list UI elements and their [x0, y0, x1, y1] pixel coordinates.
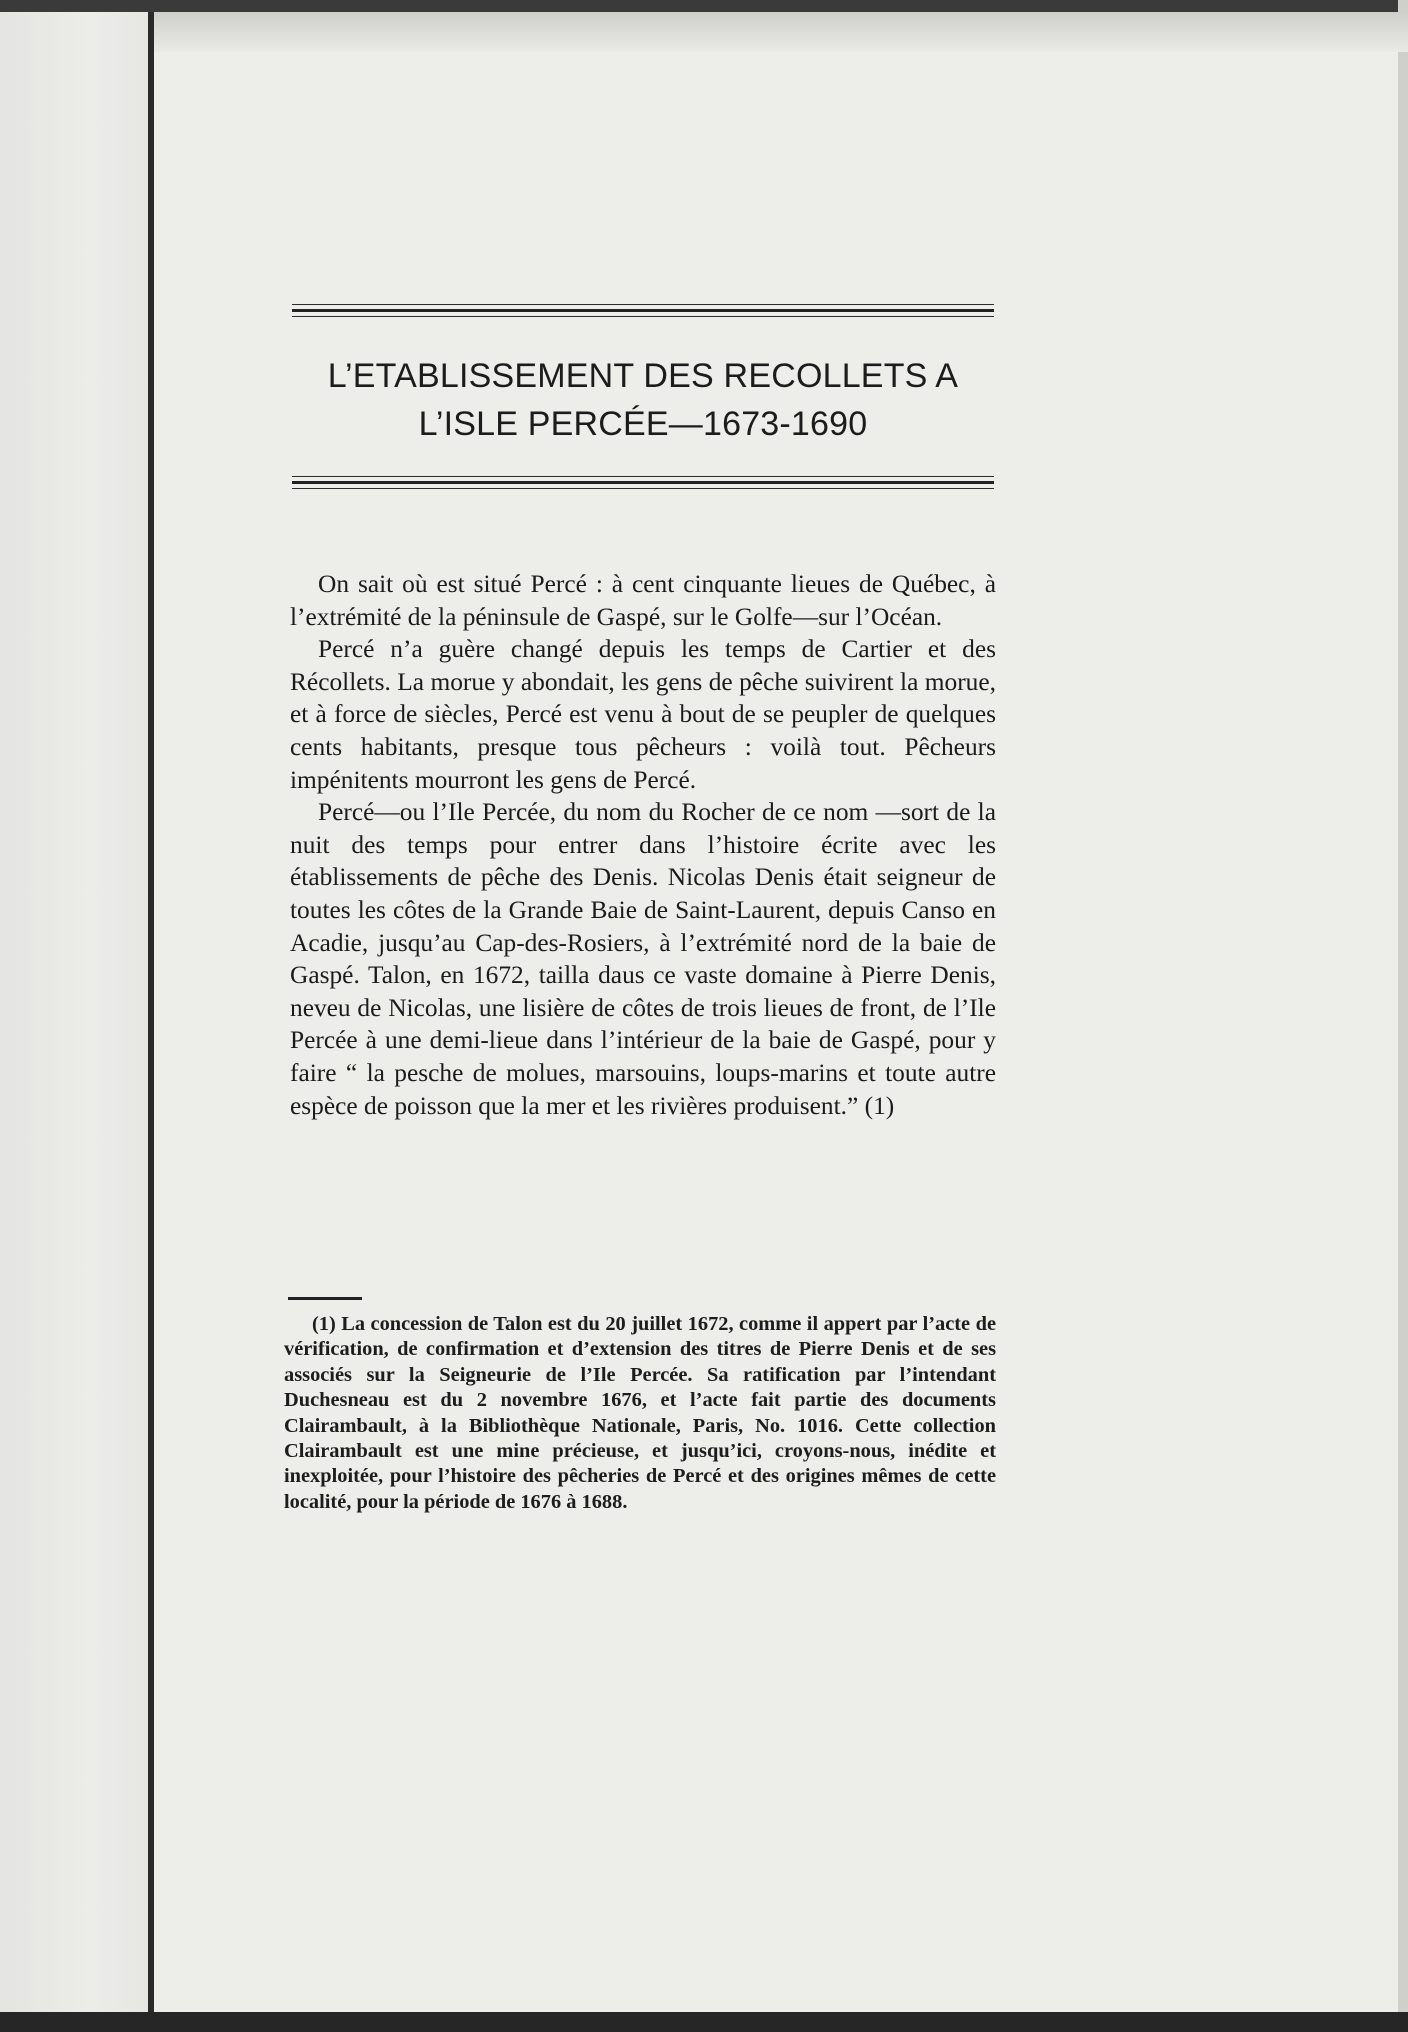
chapter-title-line-2: L’ISLE PERCÉE—1673-1690 [418, 405, 868, 443]
paragraph-1: On sait où est situé Percé : à cent cinquante lieues de Québec, à l’extrémité de la péninsule de Gaspé, sur le Golfe—sur l’Océan. [290, 570, 996, 631]
footnote-separator [288, 1297, 362, 1300]
bottom-edge [0, 2012, 1408, 2032]
right-edge [1398, 0, 1408, 2032]
chapter-title-line-1: L’ETABLISSEMENT DES RECOLLETS A [327, 357, 959, 395]
paragraph-2: Percé n’a guère changé depuis les temps de Cartier et des Récollets. La morue y abondait, les gens de pêche suivirent la morue, et à force de siècles, Percé est venu à bout de se peupler de quelques cents habitants, presque tous pêcheurs : voilà tout. Pêcheurs impénitents mourront les gens de Percé. [290, 635, 996, 794]
title-rule-top [292, 304, 994, 321]
chapter-title [270, 352, 1016, 448]
body-text [290, 568, 996, 1122]
top-edge [0, 0, 1408, 12]
paragraph-3: Percé—ou l’Ile Percée, du nom du Rocher de ce nom —sort de la nuit des temps pour entrer dans l’histoire écrite avec les établissements de pêche des Denis. Nicolas Denis était seigneur de toutes les côtes de la Grande Baie de Saint-Laurent, depuis Canso en Acadie, jusqu’au Cap-des-Rosiers, à l’extrémité nord de la baie de Gaspé. Talon, en 1672, tailla daus ce vaste domaine à Pierre Denis, neveu de Nicolas, une lisière de côtes de trois lieues de front, de l’Ile Percée à une demi-lieue dans l’intérieur de la baie de Gaspé, pour y faire “ la pesche de molues, marsouins, loups-marins et toute autre espèce de poisson que la mer et les rivières produisent.” (1) [290, 798, 996, 1120]
title-rule-bottom [292, 476, 994, 493]
footnote [284, 1312, 996, 1515]
left-margin [0, 0, 150, 2032]
footnote-text: (1) La concession de Talon est du 20 juillet 1672, comme il appert par l’acte de vérification, de confirmation et d’extension des titres de Pierre Denis et de ses associés sur la Seigneurie de l’Ile Percée. Sa ratification par l’intendant Duchesneau est du 2 novembre 1676, et l’acte fait partie des documents Clairambault, à la Bibliothèque Nationale, Paris, No. 1016. Cette collection Clairambault est une mine précieuse, et jusqu’ici, croyons-nous, inédite et inexploitée, pour l’histoire des pêcheries de Percé et des origines mêmes de cette localité, pour la période de 1676 à 1688. [284, 1313, 996, 1513]
top-shadow [154, 12, 1408, 52]
